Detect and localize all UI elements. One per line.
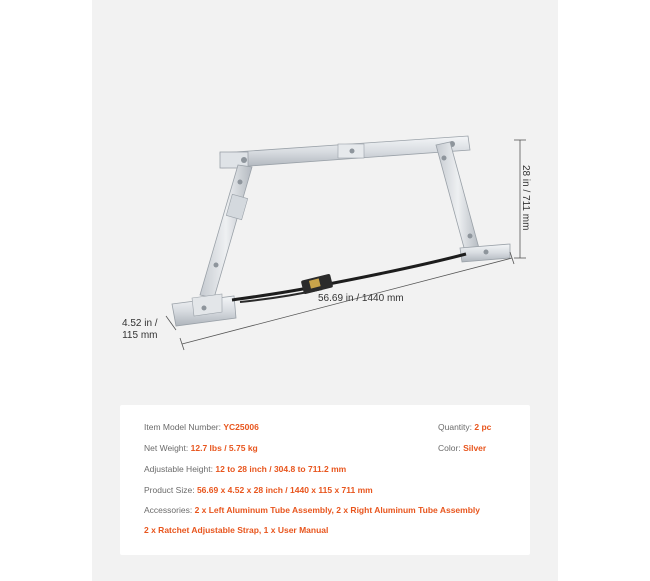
right-leg <box>436 142 480 255</box>
top-crossbar <box>220 136 470 168</box>
width-dimension-label: 56.69 in / 1440 mm <box>318 293 404 304</box>
quantity-value: 2 pc <box>474 422 492 432</box>
spec-row-quantity <box>438 421 491 433</box>
spec-row-accessories <box>144 504 480 516</box>
accessories-value-line2: 2 x Ratchet Adjustable Strap, 1 x User Manual <box>144 525 329 535</box>
weight-label: Net Weight: <box>144 443 189 453</box>
spec-row-model <box>144 421 259 433</box>
depth-dimension-line2: 115 mm <box>122 330 158 341</box>
left-base-bracket <box>172 294 236 326</box>
adjustable-height-label: Adjustable Height: <box>144 464 213 474</box>
weight-value: 12.7 lbs / 5.75 kg <box>190 443 258 453</box>
spec-row-weight <box>144 442 258 454</box>
spec-row-color <box>438 442 486 454</box>
spec-row-accessories-cont <box>144 524 328 536</box>
height-dimension-label: 28 in / 711 mm <box>520 165 531 231</box>
color-value: Silver <box>463 443 487 453</box>
left-leg <box>200 165 252 298</box>
depth-dimension-line1: 4.52 in / <box>122 318 158 329</box>
spec-row-size <box>144 484 373 496</box>
depth-dimension-label <box>122 318 158 342</box>
spec-row-adjustable-height <box>144 463 346 475</box>
color-label: Color: <box>438 443 461 453</box>
model-value: YC25006 <box>223 422 259 432</box>
adjustable-height-value: 12 to 28 inch / 304.8 to 711.2 mm <box>215 464 347 474</box>
model-label: Item Model Number: <box>144 422 221 432</box>
quantity-label: Quantity: <box>438 422 473 432</box>
accessories-value-line1: 2 x Left Aluminum Tube Assembly, 2 x Right Aluminum Tube Assembly <box>194 505 480 515</box>
accessories-label: Accessories: <box>144 505 193 515</box>
size-value: 56.69 x 4.52 x 28 inch / 1440 x 115 x 711 mm <box>196 485 373 495</box>
spec-card <box>120 405 530 555</box>
size-label: Product Size: <box>144 485 195 495</box>
